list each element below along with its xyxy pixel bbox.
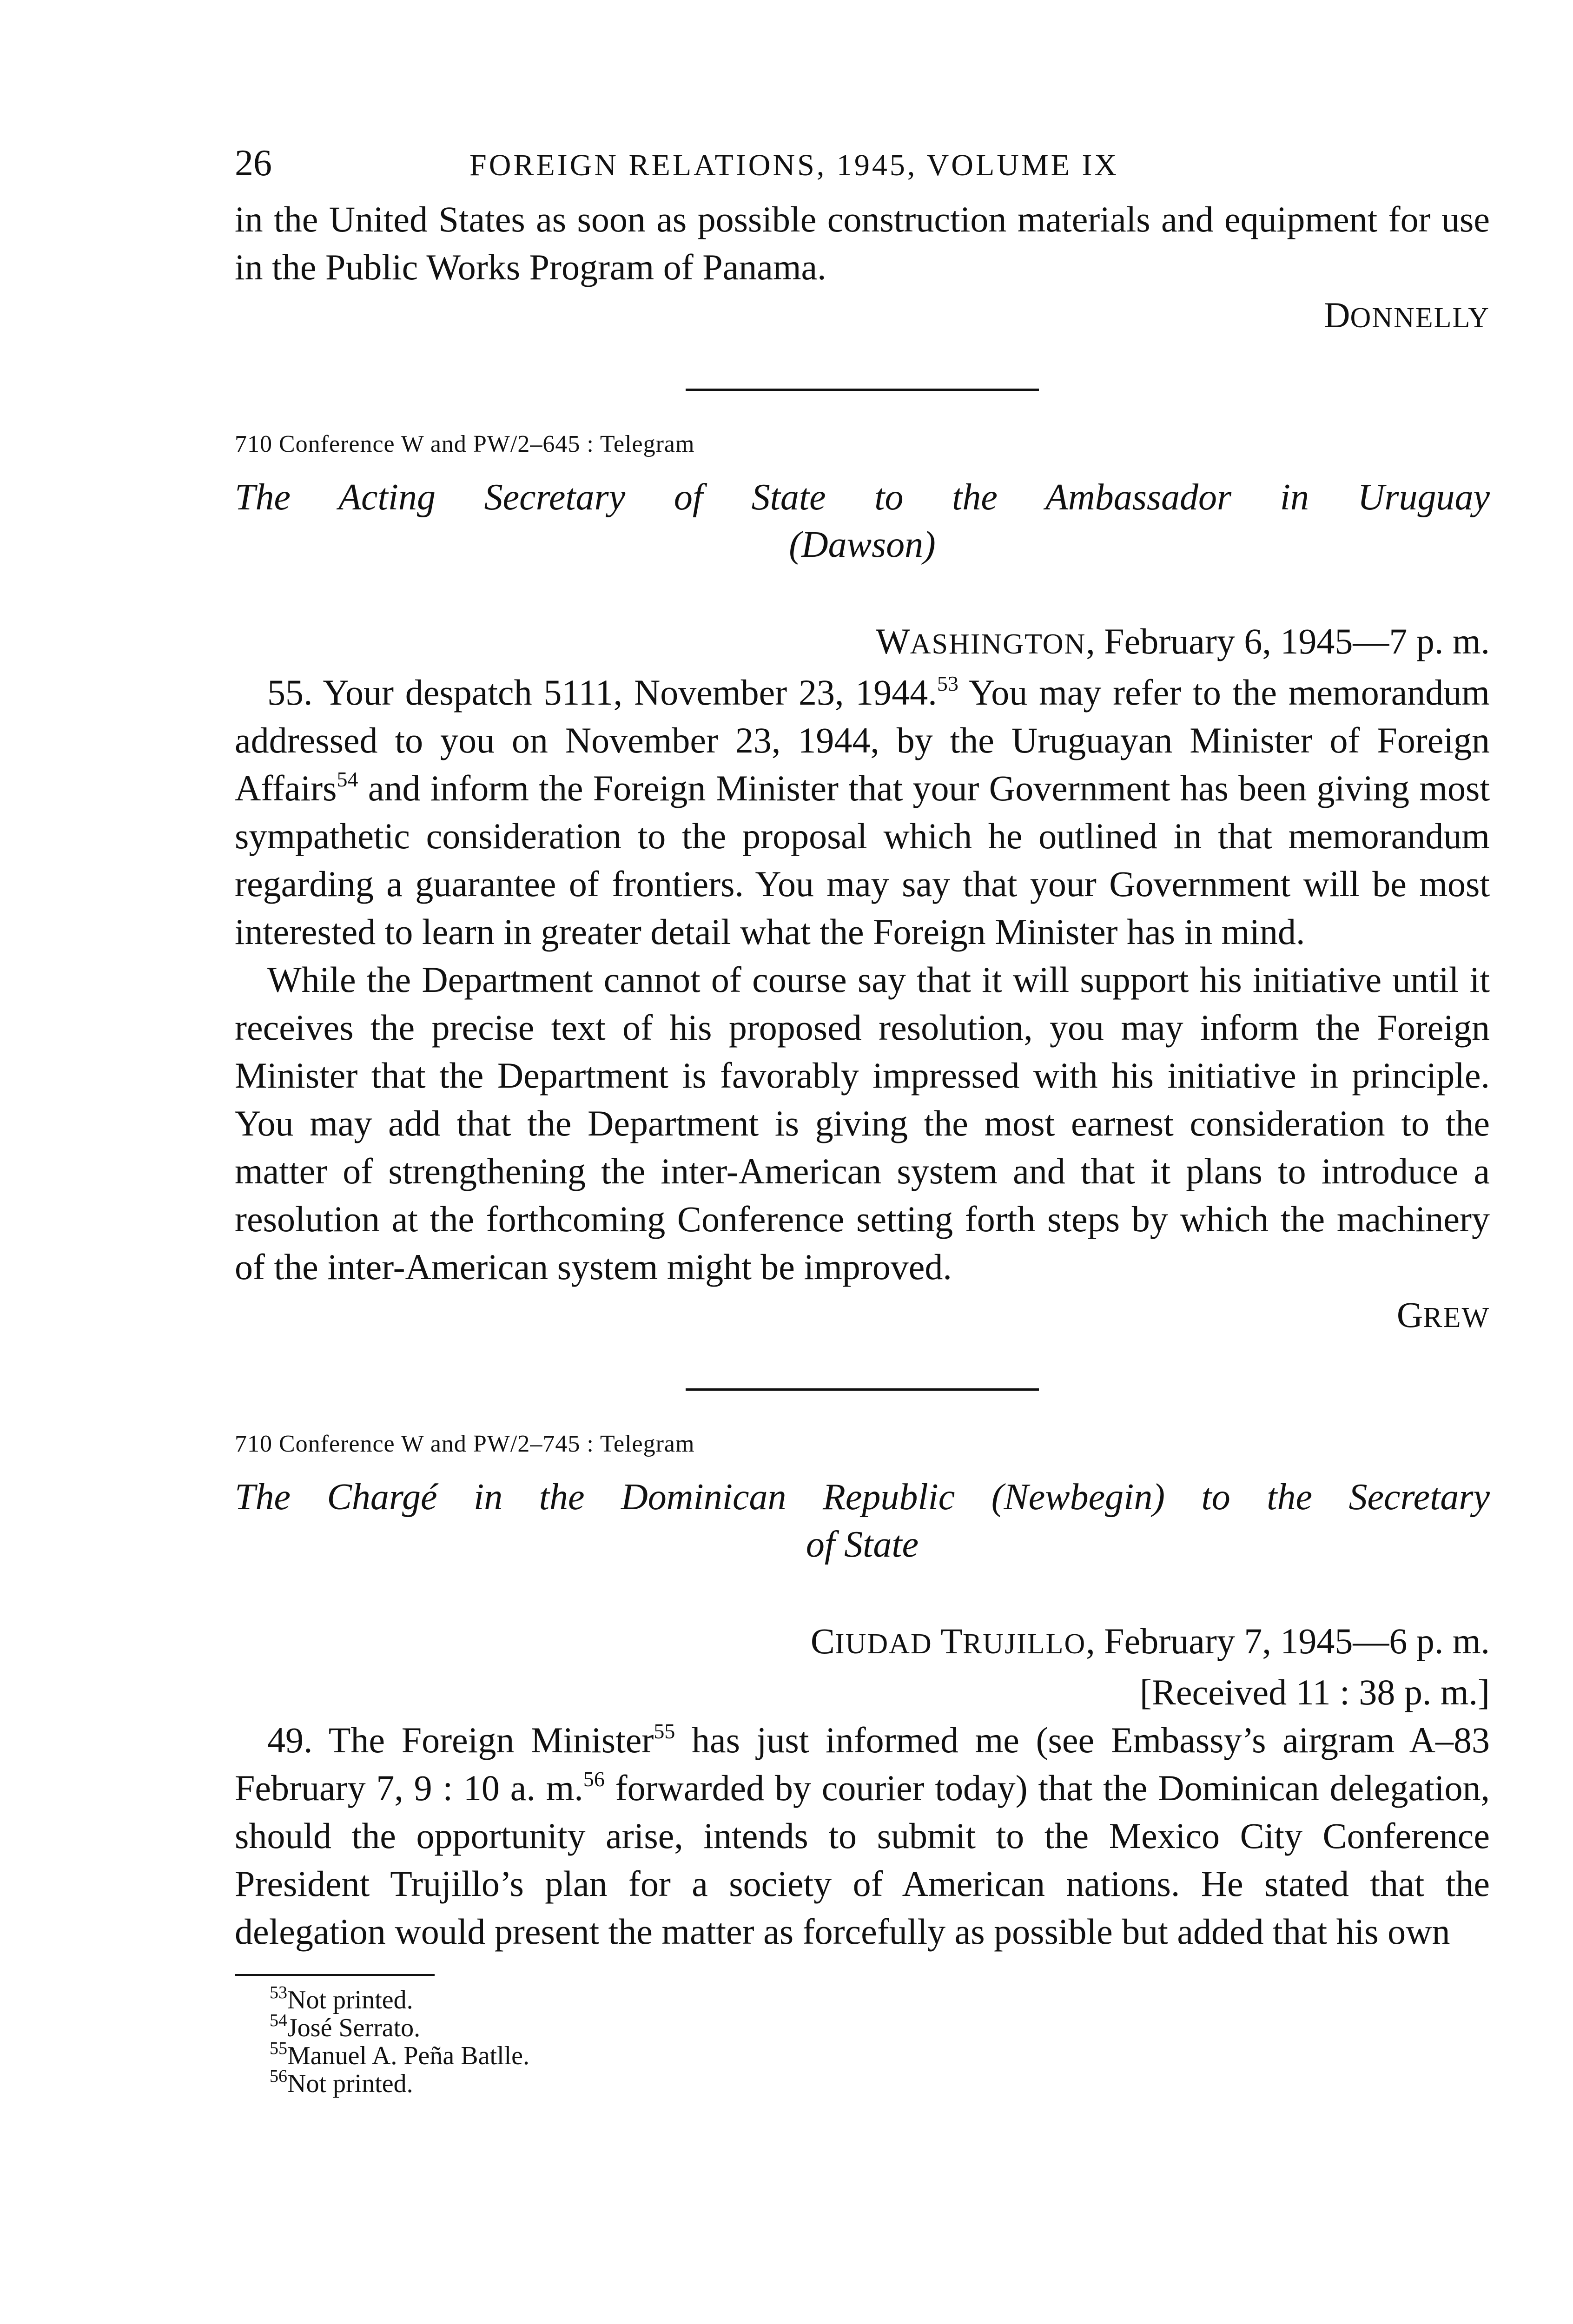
footnote: $^{54}$José Serrato. xyxy=(270,2011,421,2042)
received-time: [Received 11 : 38 p. m.] xyxy=(1139,1672,1490,1712)
file-reference: 710 Conference W and PW/2–645 : Telegram xyxy=(235,431,695,457)
page-header xyxy=(235,139,1490,191)
footnote-divider xyxy=(235,1974,435,1976)
document-title-line: (Dawson) xyxy=(789,524,936,565)
body-paragraph: 49. The Foreign Minister$^{55}$ has just informed me (see Embassy’s airgram A–83 February 7, 9 : 10 a. m.$^{56}$ forwarded by courier today) that the Dominican delegation, should the opportunity arise, intends to submit to the Mexico City Conference President Trujillo’s plan for a society of American nations. He stated that the delegation would present the matter as forcefully as possible but added that his own xyxy=(235,1719,1490,1952)
document-page xyxy=(235,139,1490,2098)
file-reference: 710 Conference W and PW/2–745 : Telegram xyxy=(235,1431,695,1457)
footnote-ref: 55 xyxy=(654,1719,675,1743)
body-paragraph: 55. Your despatch 5111, November 23, 1944.53 You may refer to the memorandum addressed to you on November 23, 1944, by the Uruguayan Minister of Foreign Affairs$^{54}$ and inform the Foreign Minister that your Government has been giving most sympathetic consideration to the proposal which he outlined in that memorandum regarding a guarantee of frontiers. You may say that your Government will be most interested to learn in greater detail what the Foreign Minister has in mind. xyxy=(235,672,1490,952)
footnote-ref: 54 xyxy=(337,767,358,791)
section-divider xyxy=(686,389,1039,391)
footnote: $^{53}$Not printed. xyxy=(270,1983,413,2014)
signature-donnelly: DONNELLY xyxy=(1324,295,1490,335)
section-divider xyxy=(686,1388,1039,1391)
footnote: $^{55}$Manuel A. Peña Batlle. xyxy=(270,2039,530,2070)
document-entry xyxy=(235,1428,1490,1955)
running-title: FOREIGN RELATIONS, 1945, VOLUME IX xyxy=(469,148,1119,182)
page-number: 26 xyxy=(235,143,272,184)
footnote: $^{56}$Not printed. xyxy=(270,2067,413,2098)
signature-grew: GREW xyxy=(1396,1294,1490,1335)
document-entry xyxy=(235,428,1490,1342)
document-title-line: of State xyxy=(806,1524,919,1565)
footnote-ref: 53 xyxy=(937,672,958,695)
body-paragraph: While the Department cannot of course say that it will support his initiative until it receives the precise text of his proposed resolution, you may inform the Foreign Minister that the Department is favorably impressed with his initiative in principle. You may add that the Department is giving the most earnest consideration to the matter of strengthening the inter-American system and that it plans to introduce a resolution at the forthcoming Conference setting forth steps by which the machinery of the inter-American system might be improved. xyxy=(235,959,1490,1287)
footnote-ref: 56 xyxy=(583,1767,605,1791)
document-title-line: The Acting Secretary of State to the Ambassador in Uruguay xyxy=(235,477,1490,518)
document-title-line: The Chargé in the Dominican Republic (Newbegin) to the Secretary xyxy=(235,1477,1490,1518)
dateline: WASHINGTON, February 6, 1945—7 p. m. xyxy=(876,621,1490,661)
footnotes xyxy=(235,1983,1490,2098)
dateline: CIUDAD TRUJILLO, February 7, 1945—6 p. m. xyxy=(810,1621,1490,1661)
continued-paragraph: in the United States as soon as possible construction materials and equipment for use in the Public Works Program of Panama. xyxy=(235,199,1490,287)
